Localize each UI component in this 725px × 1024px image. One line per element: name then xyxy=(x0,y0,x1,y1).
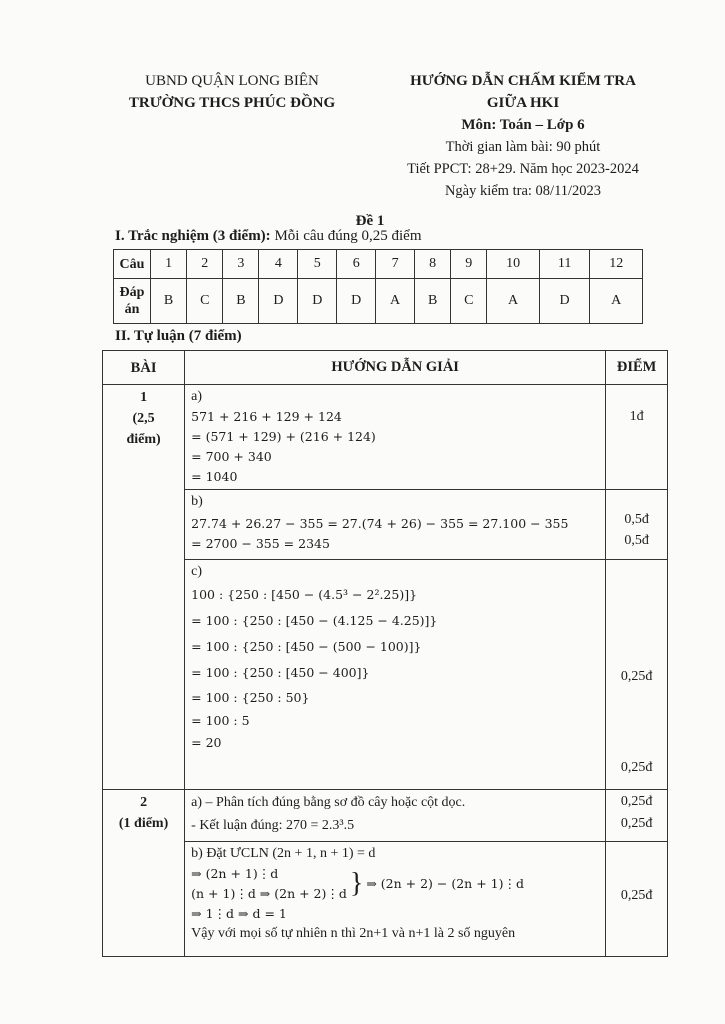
math-line: = 100 : {250 : [450 − (4.125 − 4.25)]} xyxy=(191,613,438,628)
math-line: = 1040 xyxy=(191,469,238,484)
text-line: - Kết luận đúng: 270 = 2.3³.5 xyxy=(191,818,355,833)
text-line: a) – Phân tích đúng bằng sơ đồ cây hoặc cột dọc. xyxy=(191,795,466,810)
solution-table xyxy=(102,350,668,957)
bai2-number: 2 xyxy=(140,795,148,810)
question-number: 10 xyxy=(487,250,539,279)
question-number: 6 xyxy=(337,250,376,279)
math-line: ⇒ (2n + 2) − (2n + 1)⋮d xyxy=(366,876,524,891)
answer-cell: B xyxy=(415,279,451,324)
bai1-a-score-cell xyxy=(606,385,668,490)
answer-cell: D xyxy=(259,279,298,324)
question-number: 11 xyxy=(539,250,590,279)
bai1-a-row xyxy=(103,385,668,490)
bai1-b-score-cell xyxy=(606,490,668,560)
part-label: b) xyxy=(191,494,203,509)
bai1-b-row xyxy=(103,490,668,560)
answer-cell: D xyxy=(337,279,376,324)
answer-row xyxy=(114,279,643,324)
question-number: 7 xyxy=(376,250,415,279)
section1-heading xyxy=(115,228,422,245)
score: 1đ xyxy=(629,409,644,424)
question-number: 9 xyxy=(451,250,487,279)
bai1-c-row xyxy=(103,560,668,790)
score: 0,25đ xyxy=(620,794,653,809)
answer-cell: B xyxy=(151,279,187,324)
bai2-a-content xyxy=(185,790,606,842)
answer-cell: B xyxy=(223,279,259,324)
answer-cell: C xyxy=(187,279,223,324)
math-line: 27.74 + 26.27 − 355 = 27.(74 + 26) − 355 = 27.100 − 355 xyxy=(191,516,569,531)
bai1-label xyxy=(103,385,185,790)
question-row xyxy=(114,250,643,279)
text-line: Vậy với mọi số tự nhiên n thì 2n+1 và n+1 là 2 số nguyên xyxy=(191,926,516,941)
math-line: ⇒ 1⋮d ⇒ d = 1 xyxy=(191,906,287,921)
score: 0,25đ xyxy=(620,669,653,684)
part-label: a) xyxy=(191,389,203,404)
part-label: c) xyxy=(191,564,203,579)
bai2-points: (1 điểm) xyxy=(118,816,169,831)
math-line: = 100 : {250 : [450 − 400]} xyxy=(191,665,370,680)
question-number: 5 xyxy=(298,250,337,279)
section1-note: Mỗi câu đúng 0,25 điểm xyxy=(270,228,422,244)
answer-cell: C xyxy=(451,279,487,324)
score: 0,25đ xyxy=(620,888,653,903)
exam-date: Ngày kiểm tra: 08/11/2023 xyxy=(444,183,602,199)
header-score: ĐIỂM xyxy=(606,351,668,385)
math-line: = 100 : {250 : [450 − (500 − 100)]} xyxy=(191,639,422,654)
period-year: Tiết PPCT: 28+29. Năm học 2023-2024 xyxy=(407,161,639,177)
score: 0,5đ xyxy=(624,512,649,527)
math-line: = 20 xyxy=(191,735,222,750)
bai2-a-row xyxy=(103,790,668,842)
school-header xyxy=(112,70,352,114)
bai1-points-b: điểm) xyxy=(126,432,161,447)
bai1-number: 1 xyxy=(140,390,148,405)
school-name: TRƯỜNG THCS PHÚC ĐỒNG xyxy=(128,95,336,111)
score: 0,5đ xyxy=(624,533,649,548)
answer-table xyxy=(113,249,643,324)
answer-cell: A xyxy=(590,279,643,324)
header-guide: HƯỚNG DẪN GIẢI xyxy=(185,351,606,385)
bai1-c-content xyxy=(185,560,606,790)
bai1-points-a: (2,5 xyxy=(132,411,155,426)
question-number: 1 xyxy=(151,250,187,279)
answer-label: Đáp án xyxy=(114,279,151,324)
question-number: 3 xyxy=(223,250,259,279)
section2-heading xyxy=(115,328,242,345)
math-line: = 700 + 340 xyxy=(191,449,272,464)
right-brace: } xyxy=(349,868,364,899)
doc-title-line1: HƯỚNG DẪN CHẤM KIỂM TRA xyxy=(410,73,636,89)
math-line: 571 + 216 + 129 + 124 xyxy=(191,409,342,424)
bai2-a-score-cell xyxy=(606,790,668,842)
math-line: ⇒ (2n + 1)⋮d xyxy=(191,866,279,881)
score: 0,25đ xyxy=(620,760,653,775)
answer-cell: D xyxy=(298,279,337,324)
bai2-b-row xyxy=(103,842,668,957)
math-line: = (571 + 129) + (216 + 124) xyxy=(191,429,376,444)
bai2-b-content xyxy=(185,842,606,957)
bai2-b-score-cell xyxy=(606,842,668,957)
exam-code: Đề 1 xyxy=(355,213,385,229)
answer-cell: A xyxy=(487,279,539,324)
implication-group xyxy=(191,864,599,904)
answer-cell: D xyxy=(539,279,590,324)
exam-header xyxy=(378,70,668,202)
district-name: UBND QUẬN LONG BIÊN xyxy=(145,73,319,89)
bai1-b-content xyxy=(185,490,606,560)
text-line: b) Đặt ƯCLN (2n + 1, n + 1) = d xyxy=(191,846,376,861)
score: 0,25đ xyxy=(620,816,653,831)
section1-title: I. Trắc nghiệm (3 điểm): xyxy=(115,228,271,244)
math-line: = 2700 − 355 = 2345 xyxy=(191,536,330,551)
question-number: 4 xyxy=(259,250,298,279)
math-line: = 100 : {250 : 50} xyxy=(191,690,310,705)
question-number: 2 xyxy=(187,250,223,279)
bai1-c-score-cell xyxy=(606,560,668,790)
math-line: 100 : {250 : [450 − (4.5³ − 2².25)]} xyxy=(191,587,418,602)
subject: Môn: Toán – Lớp 6 xyxy=(461,117,585,133)
question-number: 8 xyxy=(415,250,451,279)
question-number: 12 xyxy=(590,250,643,279)
question-label: Câu xyxy=(114,250,151,279)
bai1-a-content xyxy=(185,385,606,490)
section2-title: II. Tự luận (7 điểm) xyxy=(115,328,242,344)
doc-title-line2: GIỮA HKI xyxy=(486,95,560,111)
header-bai: BÀI xyxy=(103,351,185,385)
duration: Thời gian làm bài: 90 phút xyxy=(445,139,601,155)
solution-header-row xyxy=(103,351,668,385)
answer-cell: A xyxy=(376,279,415,324)
math-line: = 100 : 5 xyxy=(191,713,250,728)
bai2-label xyxy=(103,790,185,957)
math-line: (n + 1)⋮d ⇒ (2n + 2)⋮d xyxy=(191,886,347,901)
